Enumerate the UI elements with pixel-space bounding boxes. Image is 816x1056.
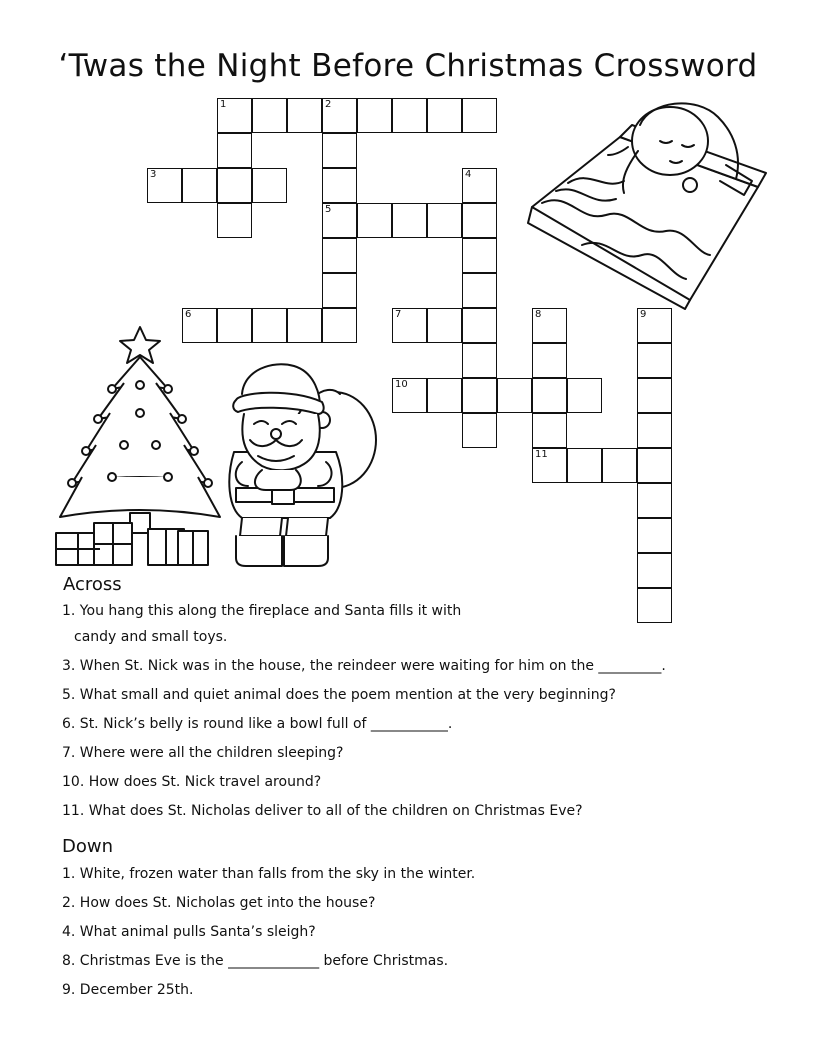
crossword-cell[interactable] bbox=[637, 413, 672, 448]
crossword-cell[interactable] bbox=[252, 308, 287, 343]
crossword-cell-10[interactable] bbox=[392, 378, 427, 413]
crossword-cell[interactable] bbox=[567, 448, 602, 483]
across-clue-11: 11. What does St. Nicholas deliver to all of the children on Christmas Eve? bbox=[62, 803, 583, 819]
crossword-cell[interactable] bbox=[532, 378, 567, 413]
sleeping-child-illustration bbox=[520, 95, 780, 310]
across-clue-3: 3. When St. Nick was in the house, the reindeer were waiting for him on the _________. bbox=[62, 658, 666, 674]
crossword-cell-11[interactable] bbox=[532, 448, 567, 483]
crossword-cell[interactable] bbox=[637, 343, 672, 378]
across-clue-6: 6. St. Nick’s belly is round like a bowl full of ___________. bbox=[62, 716, 453, 732]
cell-number: 11 bbox=[535, 449, 548, 460]
crossword-cell-7[interactable] bbox=[392, 308, 427, 343]
down-clue-2: 2. How does St. Nicholas get into the house? bbox=[62, 895, 376, 911]
crossword-cell-1[interactable] bbox=[217, 98, 252, 133]
cell-number: 2 bbox=[325, 99, 332, 110]
crossword-cell[interactable] bbox=[637, 553, 672, 588]
crossword-cell[interactable] bbox=[462, 98, 497, 133]
cell-number: 5 bbox=[325, 204, 332, 215]
page-title: ‘Twas the Night Before Christmas Crossword bbox=[58, 48, 758, 84]
crossword-cell[interactable] bbox=[462, 203, 497, 238]
across-clue-1-continued: candy and small toys. bbox=[74, 629, 228, 645]
crossword-cell[interactable] bbox=[637, 483, 672, 518]
crossword-cell[interactable] bbox=[322, 168, 357, 203]
crossword-cell[interactable] bbox=[357, 203, 392, 238]
crossword-cell[interactable] bbox=[217, 168, 252, 203]
across-clue-1: 1. You hang this along the fireplace and Santa fills it with bbox=[62, 603, 462, 619]
crossword-cell[interactable] bbox=[252, 98, 287, 133]
crossword-cell-5[interactable] bbox=[322, 203, 357, 238]
crossword-cell[interactable] bbox=[357, 98, 392, 133]
crossword-cell[interactable] bbox=[567, 378, 602, 413]
crossword-cell[interactable] bbox=[427, 203, 462, 238]
christmas-tree-illustration bbox=[52, 325, 222, 570]
crossword-cell[interactable] bbox=[462, 343, 497, 378]
down-clue-1: 1. White, frozen water than falls from the sky in the winter. bbox=[62, 866, 476, 882]
crossword-cell[interactable] bbox=[637, 588, 672, 623]
cell-number: 7 bbox=[395, 309, 402, 320]
crossword-cell[interactable] bbox=[217, 203, 252, 238]
crossword-cell-9[interactable] bbox=[637, 308, 672, 343]
crossword-cell[interactable] bbox=[427, 98, 462, 133]
cell-number: 10 bbox=[395, 379, 408, 390]
down-clue-9: 9. December 25th. bbox=[62, 982, 194, 998]
cell-number: 3 bbox=[150, 169, 157, 180]
crossword-cell[interactable] bbox=[637, 518, 672, 553]
crossword-cell[interactable] bbox=[462, 273, 497, 308]
crossword-cell[interactable] bbox=[392, 203, 427, 238]
crossword-cell-4[interactable] bbox=[462, 168, 497, 203]
cell-number: 4 bbox=[465, 169, 472, 180]
crossword-cell[interactable] bbox=[392, 98, 427, 133]
across-heading: Across bbox=[63, 574, 122, 595]
crossword-cell[interactable] bbox=[322, 273, 357, 308]
crossword-cell[interactable] bbox=[462, 378, 497, 413]
cell-number: 9 bbox=[640, 309, 647, 320]
across-clue-10: 10. How does St. Nick travel around? bbox=[62, 774, 322, 790]
crossword-cell[interactable] bbox=[322, 308, 357, 343]
down-clue-8: 8. Christmas Eve is the _____________ before Christmas. bbox=[62, 953, 449, 969]
crossword-cell[interactable] bbox=[217, 133, 252, 168]
crossword-cell[interactable] bbox=[427, 378, 462, 413]
crossword-cell[interactable] bbox=[462, 413, 497, 448]
cell-number: 8 bbox=[535, 309, 542, 320]
crossword-cell[interactable] bbox=[462, 308, 497, 343]
crossword-cell-2[interactable] bbox=[322, 98, 357, 133]
crossword-cell-3[interactable] bbox=[147, 168, 182, 203]
crossword-cell[interactable] bbox=[217, 308, 252, 343]
crossword-cell[interactable] bbox=[497, 378, 532, 413]
cell-number: 1 bbox=[220, 99, 227, 110]
crossword-cell[interactable] bbox=[427, 308, 462, 343]
crossword-cell[interactable] bbox=[322, 133, 357, 168]
across-clue-5: 5. What small and quiet animal does the poem mention at the very beginning? bbox=[62, 687, 616, 703]
crossword-cell[interactable] bbox=[532, 343, 567, 378]
crossword-cell[interactable] bbox=[287, 308, 322, 343]
crossword-cell[interactable] bbox=[637, 448, 672, 483]
crossword-cell[interactable] bbox=[322, 238, 357, 273]
across-clue-7: 7. Where were all the children sleeping? bbox=[62, 745, 344, 761]
crossword-cell[interactable] bbox=[532, 413, 567, 448]
down-heading: Down bbox=[62, 836, 114, 857]
santa-claus-illustration bbox=[222, 358, 382, 573]
crossword-cell[interactable] bbox=[252, 168, 287, 203]
crossword-cell[interactable] bbox=[182, 168, 217, 203]
crossword-cell[interactable] bbox=[287, 98, 322, 133]
crossword-cell-8[interactable] bbox=[532, 308, 567, 343]
crossword-cell[interactable] bbox=[462, 238, 497, 273]
down-clue-4: 4. What animal pulls Santa’s sleigh? bbox=[62, 924, 316, 940]
crossword-cell[interactable] bbox=[602, 448, 637, 483]
cell-number: 6 bbox=[185, 309, 192, 320]
crossword-cell[interactable] bbox=[637, 378, 672, 413]
